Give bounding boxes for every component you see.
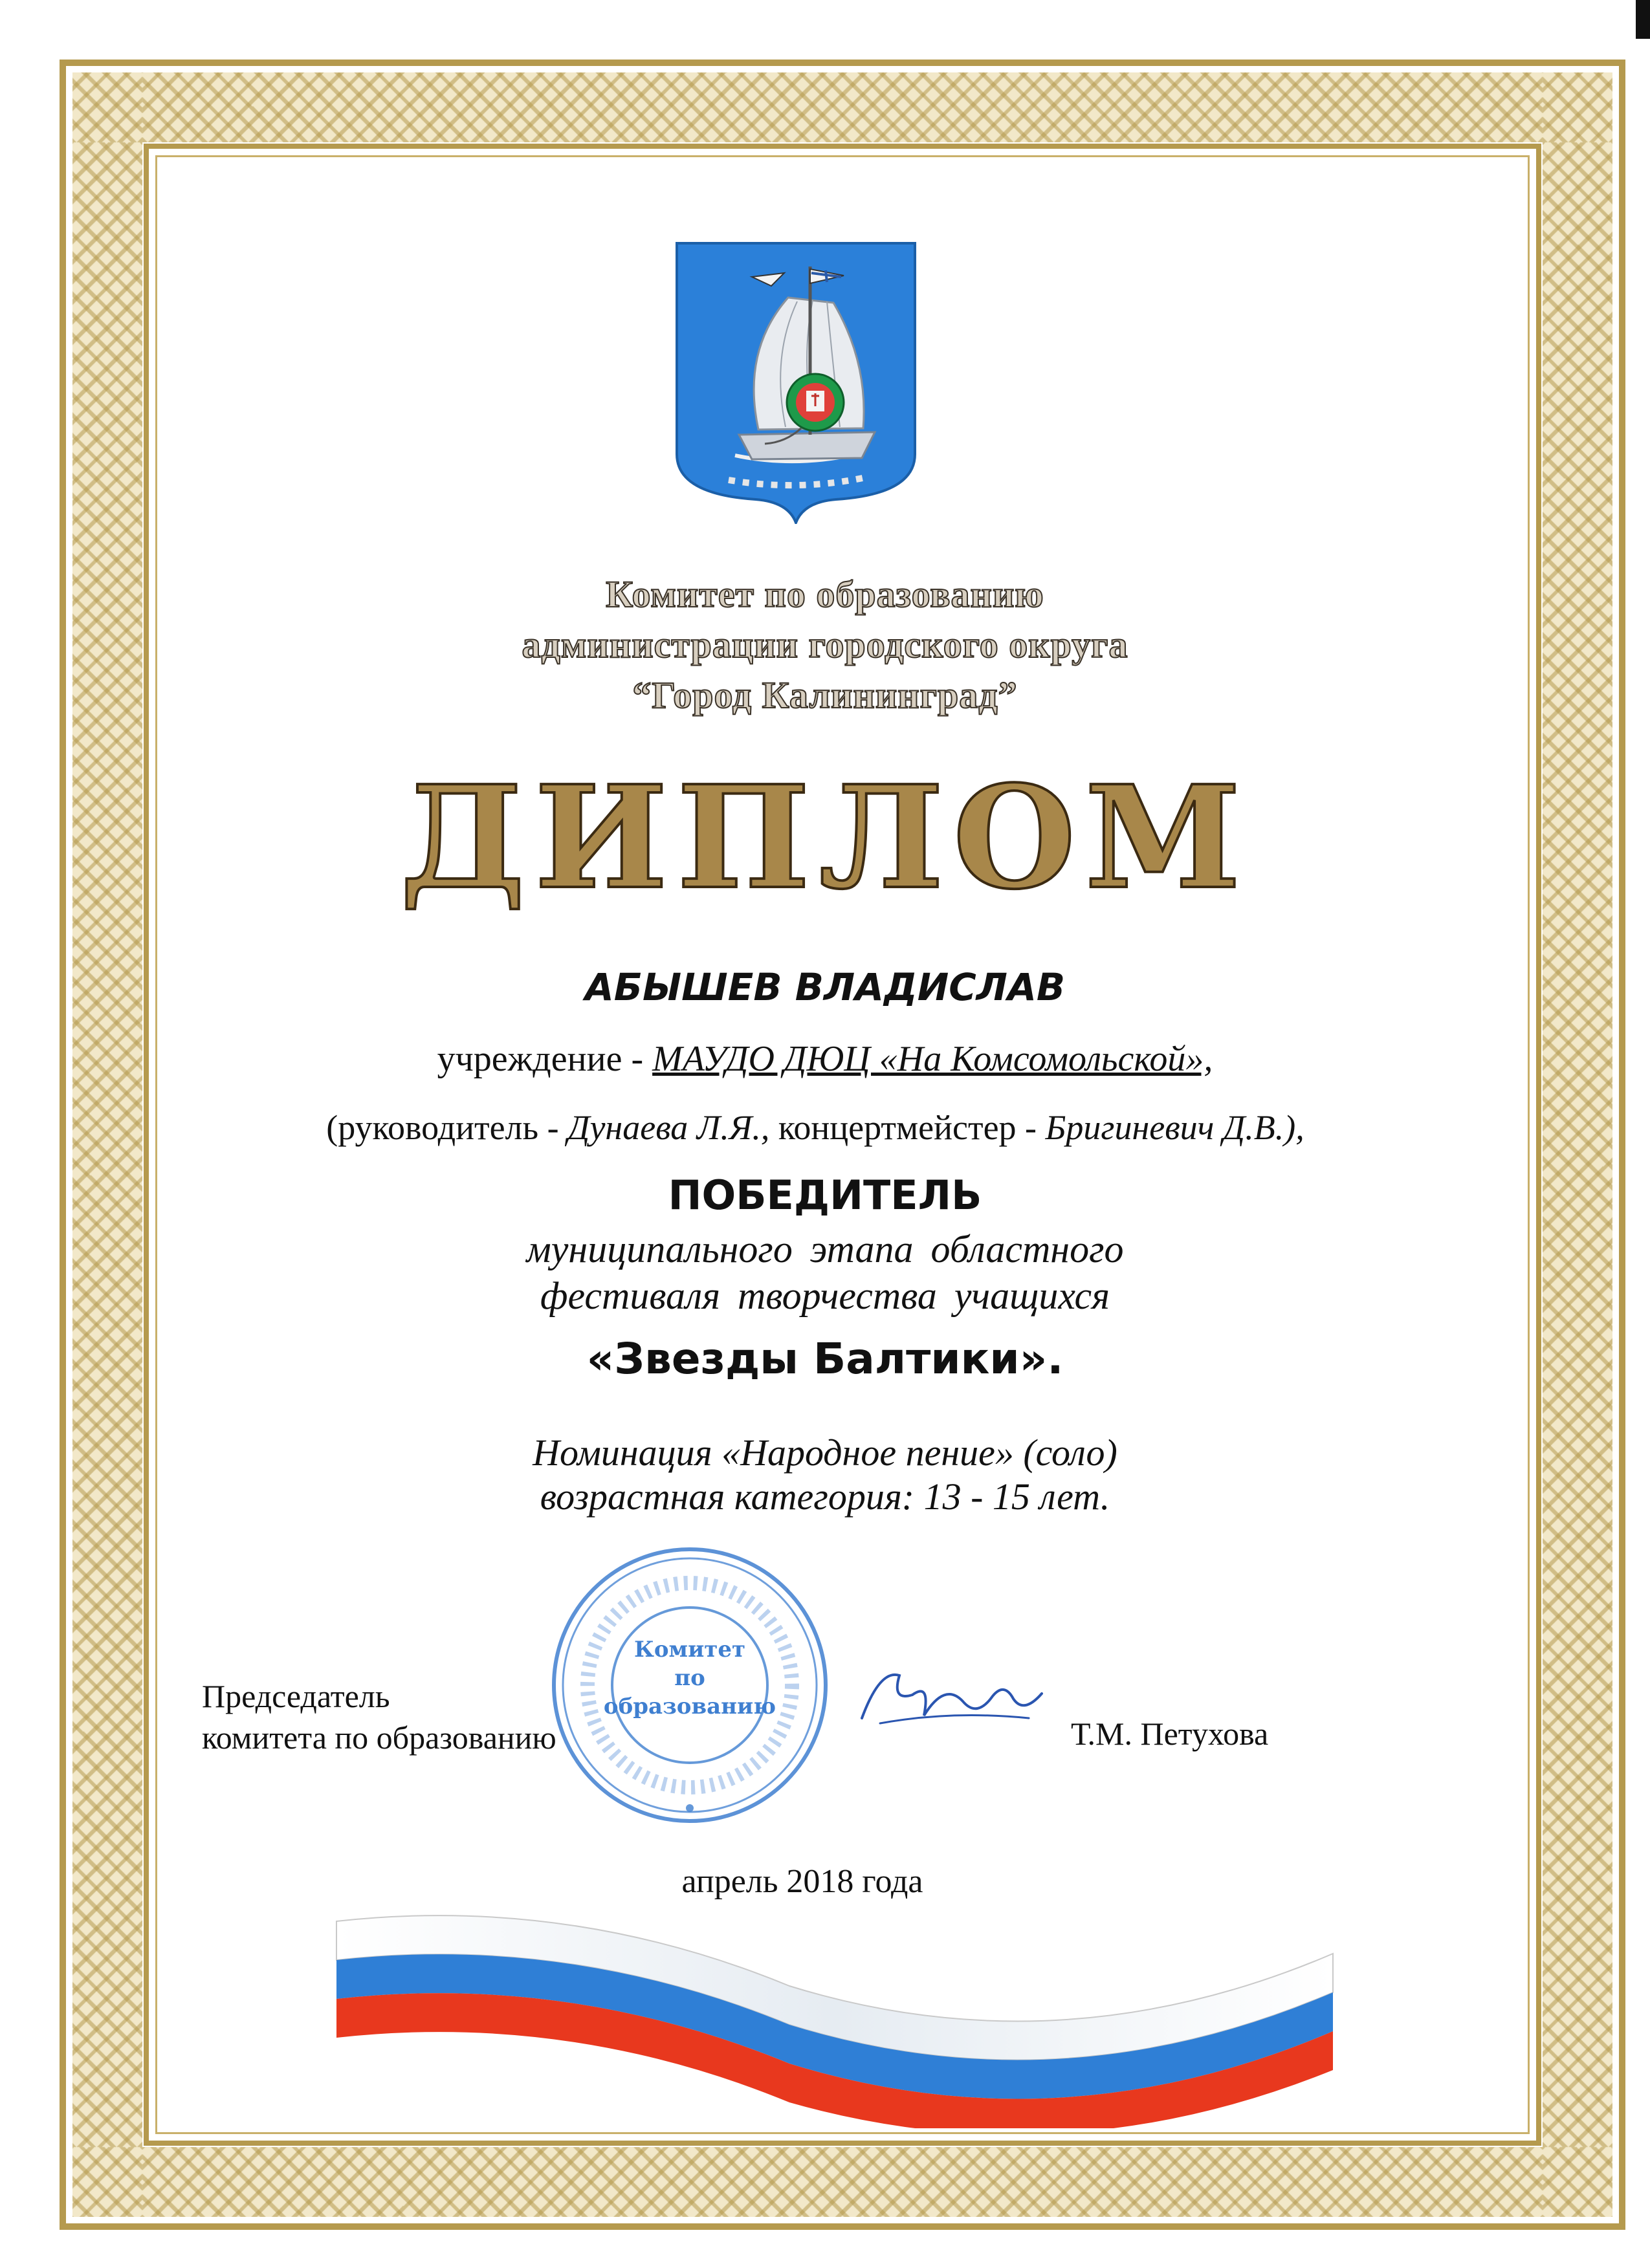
- nomination-line-2: возрастная категория: 13 - 15 лет.: [540, 1476, 1110, 1518]
- signatory-title-line-1: Председатель: [202, 1678, 390, 1714]
- committee-line-1: Комитет по образованию: [606, 573, 1044, 615]
- institution-line: [155, 1035, 1495, 1083]
- leaders-open-paren: (: [326, 1108, 338, 1147]
- accompanist-label: концертмейстер -: [778, 1108, 1037, 1147]
- committee-line-3: “Город Калининград”: [632, 674, 1018, 716]
- issue-date: апрель 2018 года: [681, 1863, 923, 1900]
- nomination-block: [155, 1431, 1495, 1519]
- coat-of-arms-emblem: [674, 241, 918, 524]
- scan-edge-artifact: [1636, 0, 1650, 39]
- institution-value: МАУДО ДЮЦ «На Комсомольской»,: [652, 1039, 1213, 1079]
- signatory-title: [202, 1675, 556, 1758]
- stamp-line-3: образованию: [603, 1694, 776, 1719]
- event-line-1: муниципального этапа областного: [526, 1228, 1124, 1270]
- official-stamp: [547, 1543, 832, 1827]
- committee-heading: [155, 569, 1495, 721]
- russian-flag-ribbon: [298, 1876, 1372, 2128]
- nomination-line-1: Номинация «Народное пение» (соло): [533, 1432, 1117, 1474]
- institution-label: учреждение -: [437, 1039, 644, 1079]
- signatory-title-line-2: комитета по образованию: [202, 1719, 556, 1756]
- leader-label: руководитель -: [338, 1108, 559, 1147]
- leaders-line: [194, 1104, 1436, 1151]
- event-description: [155, 1226, 1495, 1319]
- winner-status: ПОБЕДИТЕЛЬ: [668, 1172, 982, 1219]
- event-line-2: фестиваля творчества учащихся: [540, 1274, 1110, 1317]
- signatory-name: Т.М. Петухова: [1071, 1716, 1269, 1752]
- committee-line-2: администрации городского округа: [522, 624, 1128, 666]
- leader-name: Дунаева Л.Я.,: [567, 1108, 770, 1147]
- stamp-line-2: по: [674, 1665, 705, 1691]
- festival-name: «Звезды Балтики».: [586, 1334, 1064, 1384]
- stamp-line-1: Комитет: [633, 1637, 746, 1663]
- diploma-title: ДИПЛОМ: [400, 755, 1250, 921]
- accompanist-name: Бригиневич Д.В.),: [1045, 1108, 1304, 1147]
- recipient-name: АБЫШЕВ ВЛАДИСЛАВ: [584, 965, 1066, 1009]
- handwritten-signature: [854, 1656, 1048, 1740]
